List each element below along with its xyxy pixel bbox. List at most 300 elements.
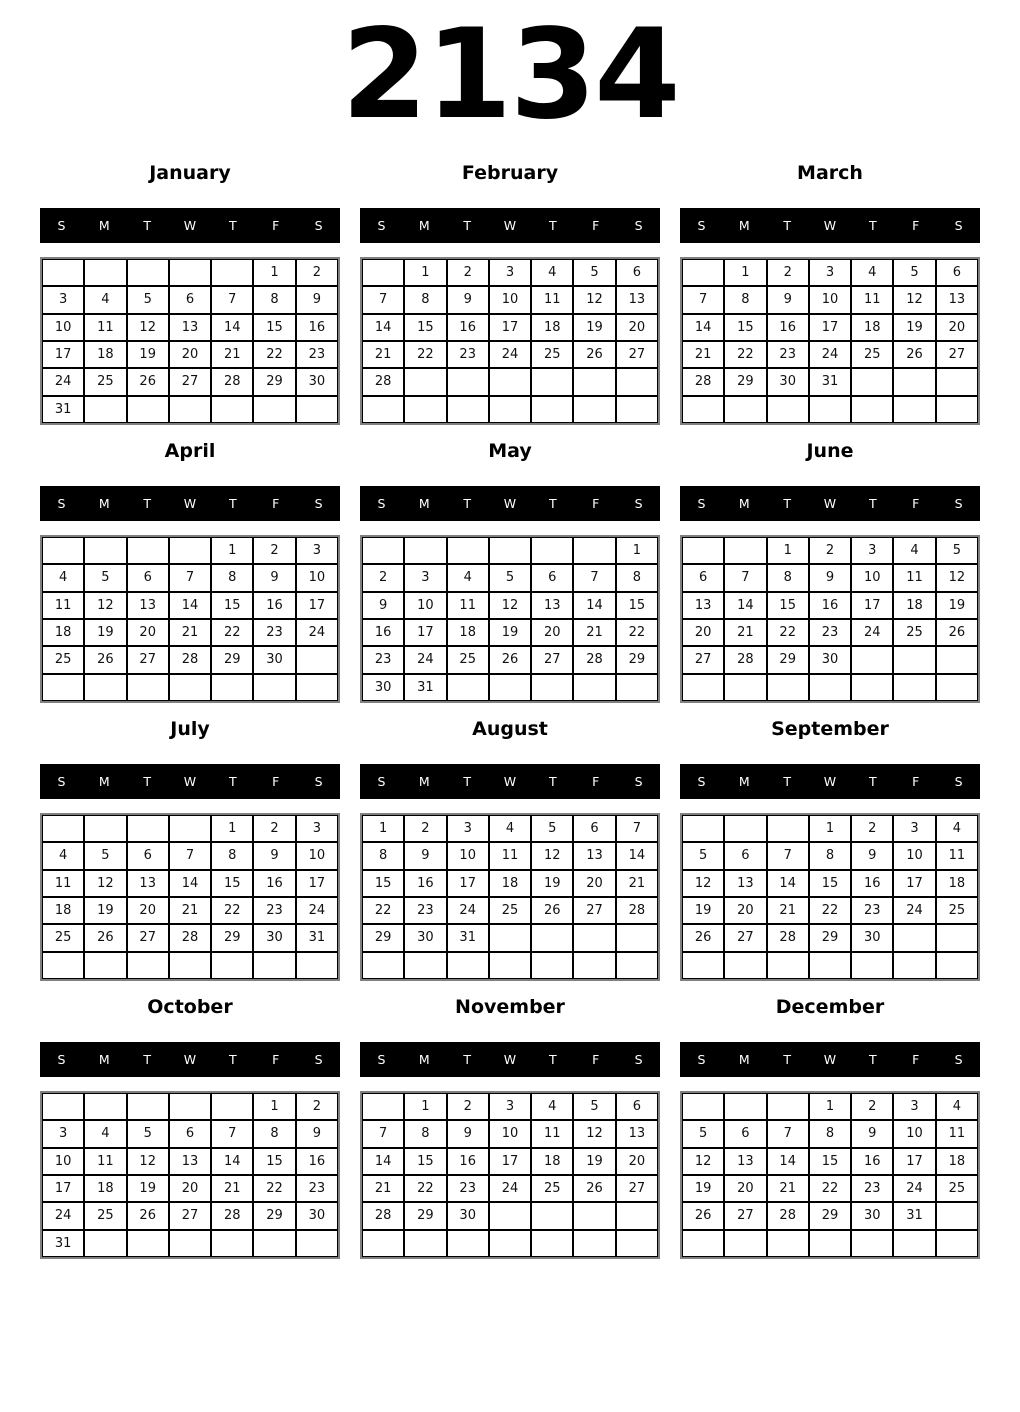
day-cell: 20 <box>169 1175 211 1202</box>
day-cell: 17 <box>404 619 446 646</box>
day-cell: 8 <box>616 564 658 591</box>
day-cell: 7 <box>211 1120 253 1147</box>
day-cell: 20 <box>724 1175 766 1202</box>
day-cell-empty <box>253 396 295 423</box>
day-cell-empty <box>404 1230 446 1257</box>
day-cell: 10 <box>893 842 935 869</box>
day-cell: 5 <box>682 1120 724 1147</box>
weekday-label: M <box>98 774 110 789</box>
day-cell-empty <box>531 1202 573 1229</box>
weekday-label: W <box>823 496 837 511</box>
day-cell: 20 <box>724 897 766 924</box>
day-cell: 29 <box>404 1202 446 1229</box>
day-cell: 2 <box>253 537 295 564</box>
day-cell-empty <box>211 1230 253 1257</box>
day-cell-empty <box>724 1230 766 1257</box>
day-cell: 20 <box>169 341 211 368</box>
day-cell: 9 <box>404 842 446 869</box>
day-cell-empty <box>682 1230 724 1257</box>
day-cell: 14 <box>362 314 404 341</box>
day-cell: 17 <box>296 592 338 619</box>
day-cell: 18 <box>893 592 935 619</box>
day-cell: 19 <box>84 619 126 646</box>
day-cell: 15 <box>404 1148 446 1175</box>
weekday-label: F <box>912 774 920 789</box>
day-cell: 9 <box>851 1120 893 1147</box>
day-cell: 13 <box>936 286 978 313</box>
day-cell: 5 <box>127 286 169 313</box>
day-cell: 10 <box>42 314 84 341</box>
weekday-label: T <box>869 1052 877 1067</box>
day-cell-empty <box>531 368 573 395</box>
day-cell: 17 <box>42 1175 84 1202</box>
day-cell: 1 <box>809 1093 851 1120</box>
day-cell: 25 <box>936 1175 978 1202</box>
weekday-label: F <box>912 496 920 511</box>
day-cell: 29 <box>362 924 404 951</box>
day-cell: 26 <box>936 619 978 646</box>
day-cell: 6 <box>573 815 615 842</box>
day-cell: 26 <box>489 646 531 673</box>
month-title: October <box>147 996 233 1018</box>
weekday-label: T <box>783 774 791 789</box>
day-cell: 27 <box>169 1202 211 1229</box>
day-cell: 2 <box>447 259 489 286</box>
day-cell-empty <box>489 1230 531 1257</box>
weekday-label: S <box>314 218 323 233</box>
day-cell-empty <box>489 674 531 701</box>
day-cell: 12 <box>531 842 573 869</box>
day-cell-empty <box>809 674 851 701</box>
day-cell: 30 <box>851 1202 893 1229</box>
day-cell: 4 <box>489 815 531 842</box>
day-cell: 16 <box>362 619 404 646</box>
month-block <box>40 711 340 989</box>
month-day-grid <box>40 813 340 981</box>
day-cell: 1 <box>211 537 253 564</box>
day-cell: 30 <box>767 368 809 395</box>
day-cell: 23 <box>851 1175 893 1202</box>
day-cell: 12 <box>127 314 169 341</box>
day-cell-empty <box>296 646 338 673</box>
weekday-label: T <box>143 774 151 789</box>
day-cell-empty <box>127 815 169 842</box>
day-cell-empty <box>84 674 126 701</box>
day-cell-empty <box>531 1230 573 1257</box>
month-block <box>680 155 980 433</box>
day-cell-empty <box>447 952 489 979</box>
day-cell: 4 <box>447 564 489 591</box>
day-cell: 7 <box>362 1120 404 1147</box>
day-cell: 12 <box>84 592 126 619</box>
day-cell: 27 <box>616 341 658 368</box>
weekday-label: W <box>183 1052 197 1067</box>
weekday-label: T <box>869 774 877 789</box>
day-cell: 11 <box>42 592 84 619</box>
day-cell: 4 <box>893 537 935 564</box>
day-cell-empty <box>682 537 724 564</box>
day-cell-empty <box>211 952 253 979</box>
day-cell: 18 <box>851 314 893 341</box>
day-cell: 27 <box>573 897 615 924</box>
weekday-label: M <box>98 496 110 511</box>
day-cell-empty <box>573 537 615 564</box>
day-cell: 10 <box>893 1120 935 1147</box>
day-cell: 20 <box>531 619 573 646</box>
day-cell: 21 <box>169 897 211 924</box>
month-block <box>680 711 980 989</box>
day-cell: 1 <box>404 1093 446 1120</box>
day-cell: 14 <box>724 592 766 619</box>
day-cell: 24 <box>42 368 84 395</box>
day-cell: 8 <box>404 286 446 313</box>
month-title: July <box>170 718 210 740</box>
day-cell: 15 <box>253 314 295 341</box>
day-cell: 17 <box>809 314 851 341</box>
day-cell: 31 <box>42 396 84 423</box>
month-title: August <box>472 718 548 740</box>
day-cell: 31 <box>42 1230 84 1257</box>
day-cell: 29 <box>767 646 809 673</box>
day-cell: 7 <box>573 564 615 591</box>
day-cell: 2 <box>296 1093 338 1120</box>
day-cell-empty <box>531 924 573 951</box>
month-title: January <box>149 162 231 184</box>
weekday-label: M <box>738 218 750 233</box>
day-cell-empty <box>489 396 531 423</box>
day-cell: 10 <box>296 842 338 869</box>
day-cell: 17 <box>447 870 489 897</box>
day-cell: 9 <box>296 1120 338 1147</box>
day-cell-empty <box>84 815 126 842</box>
day-cell-empty <box>724 815 766 842</box>
month-day-grid <box>680 813 980 981</box>
day-cell-empty <box>253 1230 295 1257</box>
day-cell: 11 <box>936 1120 978 1147</box>
day-cell-empty <box>296 674 338 701</box>
weekday-label: T <box>143 496 151 511</box>
day-cell-empty <box>127 259 169 286</box>
day-cell-empty <box>84 537 126 564</box>
day-cell-empty <box>169 1230 211 1257</box>
day-cell: 23 <box>296 341 338 368</box>
day-cell-empty <box>84 952 126 979</box>
day-cell: 24 <box>809 341 851 368</box>
day-cell: 19 <box>127 341 169 368</box>
month-block <box>360 155 660 433</box>
day-cell: 24 <box>489 341 531 368</box>
day-cell: 27 <box>724 924 766 951</box>
day-cell: 22 <box>809 1175 851 1202</box>
day-cell: 29 <box>211 646 253 673</box>
day-cell: 11 <box>893 564 935 591</box>
day-cell: 14 <box>767 1148 809 1175</box>
day-cell: 3 <box>447 815 489 842</box>
day-cell: 21 <box>616 870 658 897</box>
day-cell-empty <box>767 396 809 423</box>
weekday-label: T <box>869 218 877 233</box>
day-cell-empty <box>489 537 531 564</box>
day-cell: 18 <box>42 619 84 646</box>
month-day-grid <box>680 1091 980 1259</box>
day-cell: 15 <box>809 870 851 897</box>
day-cell: 19 <box>531 870 573 897</box>
day-cell-empty <box>127 1230 169 1257</box>
day-cell: 13 <box>616 1120 658 1147</box>
day-cell: 24 <box>404 646 446 673</box>
day-cell: 31 <box>447 924 489 951</box>
weekday-label: S <box>314 496 323 511</box>
day-cell: 23 <box>253 619 295 646</box>
day-cell: 12 <box>489 592 531 619</box>
day-cell-empty <box>531 537 573 564</box>
day-cell-empty <box>253 952 295 979</box>
day-cell: 18 <box>84 1175 126 1202</box>
day-cell: 16 <box>851 870 893 897</box>
month-title: December <box>775 996 885 1018</box>
day-cell: 2 <box>809 537 851 564</box>
day-cell-empty <box>531 952 573 979</box>
month-day-grid <box>360 257 660 425</box>
day-cell: 1 <box>211 815 253 842</box>
day-cell: 19 <box>936 592 978 619</box>
day-cell-empty <box>362 952 404 979</box>
day-cell: 20 <box>936 314 978 341</box>
weekday-label: W <box>183 496 197 511</box>
day-cell-empty <box>573 396 615 423</box>
day-cell: 14 <box>573 592 615 619</box>
day-cell: 14 <box>767 870 809 897</box>
day-cell: 11 <box>531 286 573 313</box>
day-cell: 28 <box>211 368 253 395</box>
weekday-label: M <box>98 1052 110 1067</box>
weekday-label: S <box>57 218 66 233</box>
day-cell-empty <box>682 259 724 286</box>
day-cell: 6 <box>682 564 724 591</box>
weekday-label: M <box>738 496 750 511</box>
day-cell-empty <box>809 396 851 423</box>
day-cell-empty <box>616 368 658 395</box>
day-cell-empty <box>447 674 489 701</box>
day-cell-empty <box>682 815 724 842</box>
weekday-label: T <box>869 496 877 511</box>
weekday-label: S <box>697 774 706 789</box>
weekday-header-row <box>360 1042 660 1077</box>
day-cell-empty <box>169 1093 211 1120</box>
day-cell: 5 <box>573 1093 615 1120</box>
day-cell: 31 <box>296 924 338 951</box>
day-cell: 16 <box>296 314 338 341</box>
day-cell: 3 <box>893 1093 935 1120</box>
weekday-header-row <box>680 1042 980 1077</box>
weekday-header-row <box>40 208 340 243</box>
day-cell: 21 <box>682 341 724 368</box>
day-cell: 27 <box>936 341 978 368</box>
day-cell-empty <box>362 1230 404 1257</box>
day-cell: 24 <box>893 1175 935 1202</box>
weekday-label: S <box>634 1052 643 1067</box>
weekday-label: W <box>503 218 517 233</box>
day-cell: 1 <box>404 259 446 286</box>
day-cell: 7 <box>211 286 253 313</box>
day-cell: 17 <box>851 592 893 619</box>
month-day-grid <box>360 1091 660 1259</box>
day-cell-empty <box>362 1093 404 1120</box>
weekday-label: T <box>463 496 471 511</box>
weekday-label: S <box>634 496 643 511</box>
weekday-label: F <box>592 218 600 233</box>
day-cell-empty <box>936 396 978 423</box>
day-cell-empty <box>724 952 766 979</box>
day-cell: 4 <box>851 259 893 286</box>
weekday-label: W <box>823 218 837 233</box>
day-cell-empty <box>851 952 893 979</box>
day-cell-empty <box>447 1230 489 1257</box>
day-cell-empty <box>893 396 935 423</box>
weekday-header-row <box>40 486 340 521</box>
day-cell: 24 <box>851 619 893 646</box>
day-cell: 20 <box>616 314 658 341</box>
day-cell: 19 <box>489 619 531 646</box>
day-cell: 29 <box>724 368 766 395</box>
day-cell: 18 <box>936 1148 978 1175</box>
day-cell-empty <box>211 396 253 423</box>
day-cell: 23 <box>404 897 446 924</box>
day-cell: 13 <box>169 314 211 341</box>
day-cell: 11 <box>447 592 489 619</box>
day-cell: 23 <box>767 341 809 368</box>
day-cell: 12 <box>682 870 724 897</box>
day-cell-empty <box>767 1230 809 1257</box>
day-cell-empty <box>296 1230 338 1257</box>
day-cell: 21 <box>211 341 253 368</box>
month-block <box>360 989 660 1267</box>
day-cell: 30 <box>253 646 295 673</box>
weekday-label: M <box>98 218 110 233</box>
day-cell: 4 <box>84 286 126 313</box>
day-cell: 30 <box>447 1202 489 1229</box>
day-cell: 19 <box>893 314 935 341</box>
day-cell: 24 <box>489 1175 531 1202</box>
month-title: February <box>461 162 559 184</box>
day-cell: 13 <box>127 870 169 897</box>
day-cell: 5 <box>84 842 126 869</box>
day-cell: 31 <box>809 368 851 395</box>
day-cell: 28 <box>767 1202 809 1229</box>
day-cell-empty <box>404 368 446 395</box>
day-cell-empty <box>42 674 84 701</box>
weekday-label: F <box>912 1052 920 1067</box>
day-cell: 25 <box>531 341 573 368</box>
day-cell: 5 <box>682 842 724 869</box>
day-cell: 8 <box>211 564 253 591</box>
day-cell-empty <box>767 952 809 979</box>
day-cell-empty <box>767 1093 809 1120</box>
day-cell-empty <box>682 396 724 423</box>
weekday-label: S <box>697 1052 706 1067</box>
day-cell-empty <box>84 259 126 286</box>
weekday-label: S <box>314 774 323 789</box>
day-cell: 28 <box>573 646 615 673</box>
month-title: April <box>164 440 216 462</box>
day-cell: 2 <box>296 259 338 286</box>
day-cell: 25 <box>531 1175 573 1202</box>
day-cell-empty <box>169 537 211 564</box>
day-cell: 4 <box>42 564 84 591</box>
day-cell: 29 <box>253 1202 295 1229</box>
day-cell: 10 <box>404 592 446 619</box>
day-cell-empty <box>127 674 169 701</box>
day-cell-empty <box>936 674 978 701</box>
day-cell-empty <box>682 674 724 701</box>
month-block <box>680 433 980 711</box>
month-title: March <box>797 162 863 184</box>
weekday-label: T <box>783 218 791 233</box>
day-cell: 22 <box>211 897 253 924</box>
day-cell: 21 <box>573 619 615 646</box>
day-cell: 13 <box>682 592 724 619</box>
day-cell: 23 <box>253 897 295 924</box>
day-cell-empty <box>362 537 404 564</box>
day-cell-empty <box>84 396 126 423</box>
weekday-header-row <box>40 764 340 799</box>
weekday-label: T <box>549 774 557 789</box>
day-cell: 19 <box>682 1175 724 1202</box>
day-cell: 13 <box>169 1148 211 1175</box>
day-cell: 31 <box>404 674 446 701</box>
day-cell-empty <box>531 674 573 701</box>
day-cell: 10 <box>809 286 851 313</box>
day-cell: 28 <box>362 368 404 395</box>
day-cell-empty <box>893 674 935 701</box>
day-cell: 17 <box>893 1148 935 1175</box>
day-cell: 16 <box>767 314 809 341</box>
weekday-label: T <box>229 218 237 233</box>
day-cell: 19 <box>127 1175 169 1202</box>
day-cell-empty <box>851 396 893 423</box>
day-cell: 29 <box>809 1202 851 1229</box>
weekday-header-row <box>360 486 660 521</box>
weekday-label: S <box>954 496 963 511</box>
day-cell: 25 <box>936 897 978 924</box>
day-cell: 3 <box>42 1120 84 1147</box>
day-cell: 8 <box>362 842 404 869</box>
weekday-label: T <box>549 1052 557 1067</box>
day-cell: 20 <box>127 619 169 646</box>
weekday-label: W <box>183 774 197 789</box>
weekday-label: T <box>463 1052 471 1067</box>
day-cell-empty <box>362 259 404 286</box>
day-cell-empty <box>253 674 295 701</box>
day-cell: 8 <box>809 842 851 869</box>
day-cell-empty <box>211 259 253 286</box>
day-cell: 27 <box>127 924 169 951</box>
day-cell: 26 <box>84 924 126 951</box>
weekday-label: T <box>549 496 557 511</box>
month-block <box>40 989 340 1267</box>
day-cell: 1 <box>253 259 295 286</box>
day-cell: 19 <box>682 897 724 924</box>
day-cell-empty <box>404 396 446 423</box>
weekday-label: T <box>463 774 471 789</box>
day-cell: 9 <box>767 286 809 313</box>
day-cell: 11 <box>489 842 531 869</box>
day-cell: 17 <box>893 870 935 897</box>
weekday-label: T <box>463 218 471 233</box>
day-cell: 23 <box>851 897 893 924</box>
weekday-label: S <box>57 774 66 789</box>
day-cell: 21 <box>169 619 211 646</box>
